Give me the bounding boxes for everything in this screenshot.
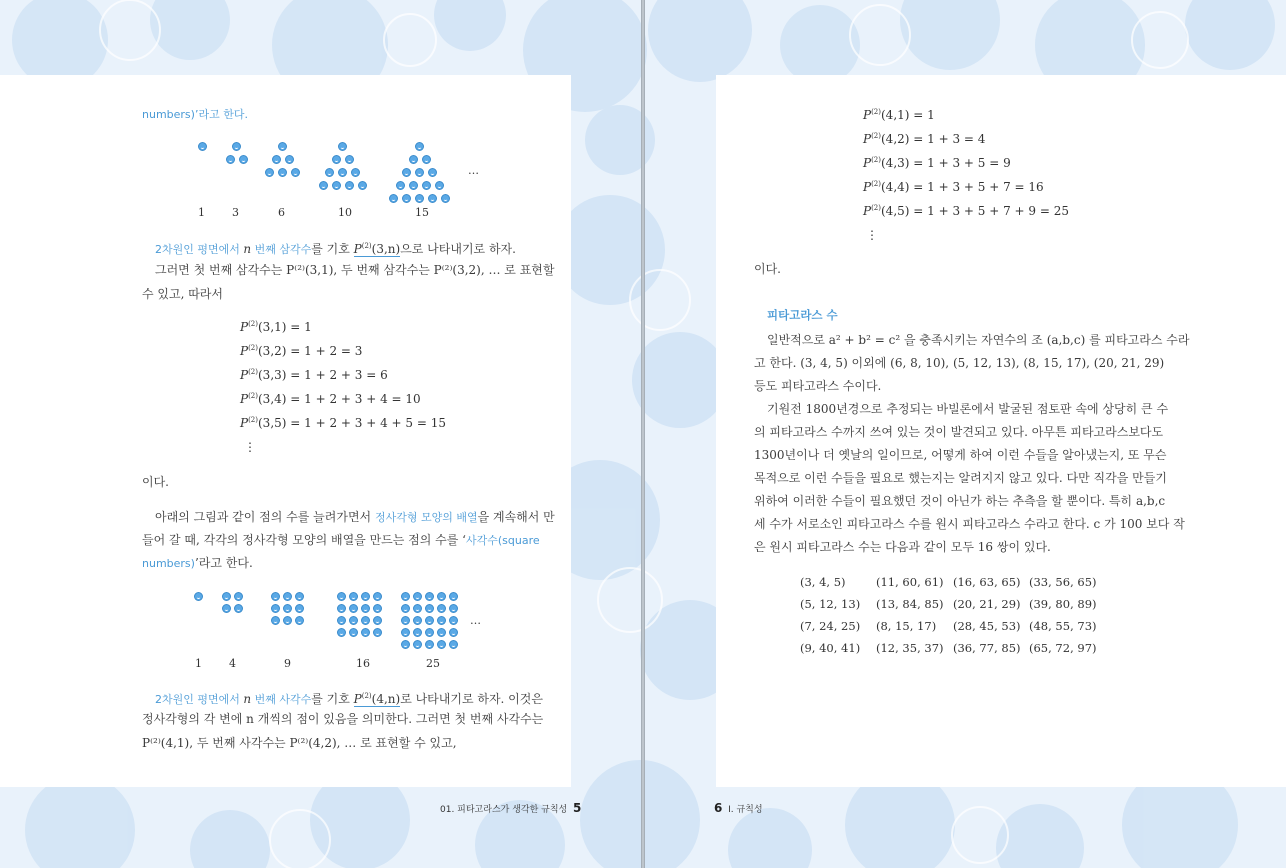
left-page: [0, 75, 571, 787]
pythagorean-body-line: 고 한다. (3, 4, 5) 이외에 (6, 8, 10), (5, 12, 13), (8, 15, 17), (20, 21, 29): [754, 356, 1165, 370]
triangle-dot: [265, 168, 274, 177]
triangle-dot: [226, 155, 235, 164]
p-symbol: P: [240, 392, 249, 406]
square-label: 9: [284, 657, 291, 670]
triangle-equation: [240, 416, 446, 430]
square-def-line3: P⁽²⁾(4,1), 두 번째 사각수는 P⁽²⁾(4,2), … 로 표현할 수 있고,: [142, 736, 457, 750]
square-dot: [337, 592, 346, 601]
superscript: (2): [248, 368, 258, 376]
triangle-dot: [332, 181, 341, 190]
p-symbol: P: [240, 344, 249, 358]
triangle-definition: 2차원인 평면에서 n 번째 삼각수를 기호 $P^{(2)}(3,n)$으로 나타내기로 하자.: [155, 242, 516, 256]
superscript: (2): [871, 180, 881, 188]
square-label: 25: [426, 657, 440, 670]
square-dot: [373, 604, 382, 613]
square-para-line2: 들어 갈 때, 각각의 정사각형 모양의 배열을 만드는 점의 수를 ‘사각수(square: [142, 533, 540, 547]
square-dot: [337, 604, 346, 613]
square-dot: [413, 592, 422, 601]
square-dot: [413, 628, 422, 637]
square-equation: [863, 156, 1011, 170]
p-symbol: P: [863, 156, 872, 170]
pythagorean-triple: (7, 24, 25): [800, 619, 861, 633]
square-dot: [449, 616, 458, 625]
pythagorean-triple: (12, 35, 37): [876, 641, 944, 655]
triangle-dot: [291, 168, 300, 177]
pythagorean-triple: (11, 60, 61): [876, 575, 944, 589]
square-dot: [373, 616, 382, 625]
triangle-dot: [415, 142, 424, 151]
pythagorean-triple: (28, 45, 53): [953, 619, 1021, 633]
square-equation: [863, 108, 935, 122]
triangle-dot: [232, 142, 241, 151]
square-dot: [271, 616, 280, 625]
left-top-line: numbers)’라고 한다.: [142, 108, 248, 121]
triangle-label: 15: [415, 206, 429, 219]
triangle-equation: [240, 344, 362, 358]
square-dot: [337, 616, 346, 625]
square-dot: [425, 592, 434, 601]
square-dot: [373, 628, 382, 637]
square-dot: [425, 604, 434, 613]
pythagorean-triple: (13, 84, 85): [876, 597, 944, 611]
triangle-equation: [240, 320, 312, 334]
triangle-dot: [272, 155, 281, 164]
triangle-dot: [338, 142, 347, 151]
triangle-dot: [415, 194, 424, 203]
equation-text: (4,2) = 1 + 3 = 4: [881, 132, 986, 146]
pythagorean-triple: (48, 55, 73): [1029, 619, 1097, 633]
square-dot: [295, 604, 304, 613]
equation-text: (3,3) = 1 + 2 + 3 = 6: [258, 368, 388, 382]
square-dot: [222, 604, 231, 613]
square-dot: [234, 604, 243, 613]
square-dot: [361, 628, 370, 637]
triangle-label: 6: [278, 206, 285, 219]
square-dot: [283, 592, 292, 601]
square-dot: [437, 628, 446, 637]
square-dot: [361, 616, 370, 625]
equation-text: (3,5) = 1 + 2 + 3 + 4 + 5 = 15: [258, 416, 446, 430]
square-dot: [401, 604, 410, 613]
superscript: (2): [871, 204, 881, 212]
square-definition: 2차원인 평면에서 n 번째 사각수를 기호 $P^{(2)}(4,n)$로 나타내기로 하자. 이것은: [155, 692, 543, 706]
square-dot: [413, 616, 422, 625]
square-dot: [413, 640, 422, 649]
equation-text: (3,1) = 1: [258, 320, 312, 334]
triangle-dot: [338, 168, 347, 177]
triangle-equation: [240, 392, 421, 406]
superscript: (2): [871, 132, 881, 140]
pythagorean-heading: 피타고라스 수: [767, 308, 838, 322]
triangle-dot: [402, 194, 411, 203]
square-dot: [295, 616, 304, 625]
square-dot: [413, 604, 422, 613]
triangle-dot: [345, 155, 354, 164]
pythagorean-body-line: 은 원시 피타고라스 수는 다음과 같이 모두 16 쌍이 있다.: [754, 540, 1051, 554]
superscript: (2): [248, 392, 258, 400]
pythagorean-body-line: 등도 피타고라스 수이다.: [754, 379, 882, 393]
square-label: 1: [195, 657, 202, 670]
triangle-dot: [345, 181, 354, 190]
book-spine: [641, 0, 645, 868]
left-ida: 이다.: [142, 475, 169, 489]
triangle-dot: [428, 194, 437, 203]
triangle-dot: [409, 155, 418, 164]
triangle-dot: [409, 181, 418, 190]
square-dot: [283, 604, 292, 613]
pythagorean-body-line: 일반적으로 a² + b² = c² 을 충족시키는 자연수의 조 (a,b,c) 를 피타고라스 수라: [767, 333, 1190, 347]
square-dot: [449, 628, 458, 637]
square-label: 4: [229, 657, 236, 670]
triangle-dot: [415, 168, 424, 177]
square-dot: [361, 592, 370, 601]
square-dot: [437, 604, 446, 613]
pythagorean-triple: (8, 15, 17): [876, 619, 937, 633]
square-dot: [234, 592, 243, 601]
superscript: (2): [871, 108, 881, 116]
p-symbol: P: [863, 204, 872, 218]
triangle-dot: [435, 181, 444, 190]
square-dot: [361, 604, 370, 613]
square-dot: [295, 592, 304, 601]
triangle-dot: [389, 194, 398, 203]
right-ida: 이다.: [754, 262, 781, 276]
triangle-dot: [239, 155, 248, 164]
superscript: (2): [248, 416, 258, 424]
pythagorean-triple: (36, 77, 85): [953, 641, 1021, 655]
pythagorean-triple: (39, 80, 89): [1029, 597, 1097, 611]
square-dot: [349, 628, 358, 637]
square-dot: [449, 592, 458, 601]
p-symbol: P: [863, 132, 872, 146]
square-dot: [271, 604, 280, 613]
pythagorean-triple: (3, 4, 5): [800, 575, 846, 589]
square-dot: [437, 616, 446, 625]
square-vdots: ⋮: [866, 228, 878, 242]
equation-text: (4,5) = 1 + 3 + 5 + 7 + 9 = 25: [881, 204, 1069, 218]
pythagorean-triple: (16, 63, 65): [953, 575, 1021, 589]
square-dot: [283, 616, 292, 625]
superscript: (2): [248, 320, 258, 328]
triangle-vdots: ⋮: [244, 440, 256, 454]
square-dot: [401, 628, 410, 637]
triangle-dot: [422, 155, 431, 164]
pythagorean-body-line: 1300년이나 더 옛날의 일이므로, 어떻게 하여 이런 수들을 알아냈는지, 또 무슨: [754, 448, 1167, 462]
pythagorean-body-line: 의 피타고라스 수까지 쓰여 있는 것이 발견되고 있다. 아무튼 피타고라스보다도: [754, 425, 1164, 439]
square-dot: [425, 640, 434, 649]
square-equation: [863, 132, 985, 146]
triangle-dot: [325, 168, 334, 177]
triangle-ellipsis: …: [468, 164, 479, 177]
square-dot: [449, 640, 458, 649]
pythagorean-body-line: 위하여 이러한 수들이 필요했던 것이 아닌가 하는 추측을 할 뿐이다. 특히 a,b,c: [754, 494, 1166, 508]
p-symbol: P: [240, 416, 249, 430]
square-para-line1: 아래의 그림과 같이 점의 수를 늘려가면서 정사각형 모양의 배열을 계속해서 만: [155, 510, 555, 524]
square-dot: [425, 628, 434, 637]
square-dot: [349, 604, 358, 613]
triangle-dot: [428, 168, 437, 177]
triangle-dot: [278, 142, 287, 151]
triangle-equation: [240, 368, 388, 382]
square-dot: [449, 604, 458, 613]
triangle-para-line2: 수 있고, 따라서: [142, 287, 223, 301]
triangle-dot: [441, 194, 450, 203]
triangle-dot: [422, 181, 431, 190]
square-dot: [337, 628, 346, 637]
square-dot: [222, 592, 231, 601]
square-dot: [401, 592, 410, 601]
square-def-line2: 정사각형의 각 변에 n 개씩의 점이 있음을 의미한다. 그러면 첫 번째 사각수는: [142, 712, 544, 726]
triangle-dot: [319, 181, 328, 190]
square-label: 16: [356, 657, 370, 670]
square-dot: [401, 640, 410, 649]
square-dot: [373, 592, 382, 601]
triangle-dot: [332, 155, 341, 164]
equation-text: (4,4) = 1 + 3 + 5 + 7 = 16: [881, 180, 1044, 194]
triangle-dot: [285, 155, 294, 164]
square-dot: [194, 592, 203, 601]
equation-text: (4,1) = 1: [881, 108, 935, 122]
right-page-number: 6: [714, 801, 723, 815]
square-ellipsis: …: [470, 614, 481, 627]
pythagorean-body-line: 기원전 1800년경으로 추정되는 바빌론에서 발굴된 점토판 속에 상당히 큰 수: [767, 402, 1169, 416]
triangle-dot: [351, 168, 360, 177]
pythagorean-triple: (9, 40, 41): [800, 641, 861, 655]
pythagorean-triple: (33, 56, 65): [1029, 575, 1097, 589]
p-symbol: P: [863, 108, 872, 122]
triangle-para-line1: 그러면 첫 번째 삼각수는 P⁽²⁾(3,1), 두 번째 삼각수는 P⁽²⁾(3,2), … 로 표현할: [155, 263, 555, 277]
right-footer: 6 I. 규칙성: [714, 801, 763, 815]
equation-text: (3,2) = 1 + 2 = 3: [258, 344, 363, 358]
triangle-label: 10: [338, 206, 352, 219]
superscript: (2): [248, 344, 258, 352]
equation-text: (4,3) = 1 + 3 + 5 = 9: [881, 156, 1011, 170]
superscript: (2): [871, 156, 881, 164]
pythagorean-triple: (20, 21, 29): [953, 597, 1021, 611]
left-page-number: 5: [572, 801, 582, 815]
square-dot: [271, 592, 280, 601]
square-equation: [863, 180, 1044, 194]
triangle-label: 1: [198, 206, 205, 219]
equation-text: (3,4) = 1 + 2 + 3 + 4 = 10: [258, 392, 421, 406]
square-dot: [425, 616, 434, 625]
triangle-dot: [402, 168, 411, 177]
square-equation: [863, 204, 1069, 218]
pythagorean-body-line: 목적으로 이런 수들을 필요로 했는지는 알려지지 않고 있다. 다만 직각을 만들기: [754, 471, 1167, 485]
square-dot: [349, 592, 358, 601]
p-symbol: P: [863, 180, 872, 194]
pythagorean-triple: (5, 12, 13): [800, 597, 861, 611]
square-dot: [437, 640, 446, 649]
triangle-dot: [396, 181, 405, 190]
p-symbol: P: [240, 320, 249, 334]
triangle-dot: [278, 168, 287, 177]
triangle-dot: [198, 142, 207, 151]
square-dot: [437, 592, 446, 601]
square-dot: [401, 616, 410, 625]
p-symbol: P: [240, 368, 249, 382]
triangle-label: 3: [232, 206, 239, 219]
pythagorean-triple: (65, 72, 97): [1029, 641, 1097, 655]
pythagorean-body-line: 세 수가 서로소인 피타고라스 수를 원시 피타고라스 수라고 한다. c 가 100 보다 작: [754, 517, 1185, 531]
triangle-dot: [358, 181, 367, 190]
square-dot: [349, 616, 358, 625]
left-footer: 01. 피타고라스가 생각한 규칙성 5: [440, 801, 582, 815]
square-para-line3: numbers)’라고 한다.: [142, 556, 253, 570]
